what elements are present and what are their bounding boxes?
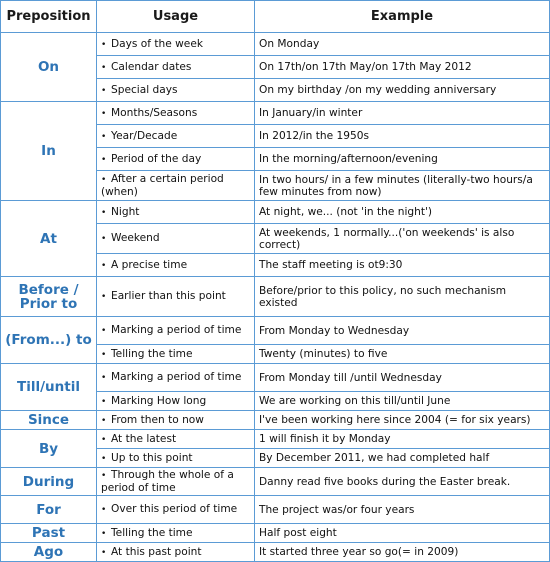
- bullet-icon: •: [101, 108, 107, 119]
- usage-cell: [97, 364, 255, 392]
- usage-cell: [97, 411, 255, 430]
- usage-text: Over this period of time: [111, 503, 238, 515]
- header-row: [1, 1, 550, 33]
- usage-text: Telling the time: [111, 526, 193, 539]
- usage-cell: [97, 496, 255, 524]
- usage-cell: [97, 543, 255, 562]
- example-cell: Twenty (minutes) to five: [255, 345, 550, 364]
- table-row: [1, 364, 550, 392]
- bullet-icon: •: [101, 396, 107, 407]
- bullet-icon: •: [101, 505, 107, 515]
- usage-text: Year/Decade: [111, 129, 178, 142]
- usage-cell: [97, 392, 255, 411]
- preposition-at: At: [1, 201, 97, 277]
- usage-cell: [97, 277, 255, 317]
- usage-text: Days of the week: [111, 37, 203, 50]
- preposition-since: Since: [1, 411, 97, 430]
- usage-cell: [97, 345, 255, 364]
- usage-cell: [97, 102, 255, 125]
- header-preposition: Preposition: [1, 1, 97, 33]
- usage-text: At this past point: [111, 545, 202, 558]
- example-cell: In 2012/in the 1950s: [255, 125, 550, 148]
- preposition-from-to: (From...) to: [1, 317, 97, 364]
- preposition-in: In: [1, 102, 97, 201]
- usage-text: Calendar dates: [111, 60, 192, 73]
- example-cell: In January/in winter: [255, 102, 550, 125]
- example-cell: At night, we... (not 'in the night'): [255, 201, 550, 224]
- bullet-icon: •: [101, 415, 107, 426]
- example-cell: The project was/or four years: [255, 496, 550, 524]
- example-cell: In two hours/ in a few minutes (literally-two hours/a few minutes from now): [255, 171, 550, 201]
- bullet-icon: •: [101, 154, 107, 165]
- example-cell: From Monday to Wednesday: [255, 317, 550, 345]
- usage-cell: [97, 449, 255, 468]
- bullet-icon: •: [101, 62, 107, 73]
- bullet-icon: •: [101, 292, 107, 302]
- example-cell: At weekends, 1 normally...('on weekends' is also correct): [255, 224, 550, 254]
- bullet-icon: •: [101, 39, 107, 50]
- usage-text: Marking a period of time: [111, 371, 242, 383]
- usage-text: At the latest: [111, 432, 177, 445]
- example-cell: By December 2011, we had completed half: [255, 449, 550, 468]
- usage-text: Special days: [111, 83, 178, 96]
- bullet-icon: •: [101, 453, 107, 464]
- preposition-for: For: [1, 496, 97, 524]
- bullet-icon: •: [101, 260, 107, 271]
- preposition-before-prior-to: Before / Prior to: [1, 277, 97, 317]
- table-row: [1, 33, 550, 56]
- usage-cell: [97, 224, 255, 254]
- preposition-by: By: [1, 430, 97, 468]
- usage-text: Up to this point: [111, 451, 193, 464]
- table-row: [1, 468, 550, 496]
- example-cell: From Monday till /until Wednesday: [255, 364, 550, 392]
- usage-cell: [97, 56, 255, 79]
- usage-cell: [97, 33, 255, 56]
- table-row: [1, 543, 550, 562]
- example-cell: Half post eight: [255, 524, 550, 543]
- usage-text: Period of the day: [111, 152, 202, 165]
- bullet-icon: •: [101, 207, 107, 218]
- table-row: [1, 430, 550, 449]
- usage-cell: [97, 148, 255, 171]
- usage-text: Marking How long: [111, 394, 207, 407]
- bullet-icon: •: [101, 471, 107, 481]
- header-example: Example: [255, 1, 550, 33]
- preposition-till-until: Till/until: [1, 364, 97, 411]
- usage-text: Marking a period of time: [111, 324, 242, 336]
- bullet-icon: •: [101, 175, 107, 185]
- usage-text: Earlier than this point: [111, 290, 226, 302]
- usage-cell: [97, 468, 255, 496]
- bullet-icon: •: [101, 349, 107, 360]
- table-row: [1, 411, 550, 430]
- usage-text: Months/Seasons: [111, 106, 198, 119]
- usage-cell: [97, 430, 255, 449]
- example-cell: On my birthday /on my wedding anniversary: [255, 79, 550, 102]
- bullet-icon: •: [101, 373, 107, 383]
- usage-text: Night: [111, 205, 140, 218]
- usage-cell: [97, 171, 255, 201]
- example-cell: The staff meeting is ot9:30: [255, 254, 550, 277]
- bullet-icon: •: [101, 547, 107, 558]
- table-row: [1, 496, 550, 524]
- table-row: [1, 102, 550, 125]
- usage-text: Telling the time: [111, 347, 193, 360]
- bullet-icon: •: [101, 434, 107, 445]
- usage-cell: [97, 317, 255, 345]
- bullet-icon: •: [101, 131, 107, 142]
- preposition-during: During: [1, 468, 97, 496]
- usage-cell: [97, 201, 255, 224]
- preposition-past: Past: [1, 524, 97, 543]
- example-cell: In the morning/afternoon/evening: [255, 148, 550, 171]
- table-row: [1, 201, 550, 224]
- example-cell: Before/prior to this policy, no such mechanism existed: [255, 277, 550, 317]
- usage-text: A precise time: [111, 258, 188, 271]
- bullet-icon: •: [101, 326, 107, 336]
- usage-cell: [97, 254, 255, 277]
- example-cell: Danny read five books during the Easter break.: [255, 468, 550, 496]
- table-row: [1, 277, 550, 317]
- table-row: [1, 317, 550, 345]
- usage-text: After a certain period (when): [101, 173, 224, 198]
- example-cell: 1 will finish it by Monday: [255, 430, 550, 449]
- bullet-icon: •: [101, 528, 107, 539]
- bullet-icon: •: [101, 85, 107, 96]
- usage-text: Through the whole of a period of time: [101, 469, 234, 494]
- usage-cell: [97, 125, 255, 148]
- example-cell: We are working on this till/until June: [255, 392, 550, 411]
- header-usage: Usage: [97, 1, 255, 33]
- usage-cell: [97, 79, 255, 102]
- preposition-ago: Ago: [1, 543, 97, 562]
- example-cell: I've been working here since 2004 (= for six years): [255, 411, 550, 430]
- example-cell: On Monday: [255, 33, 550, 56]
- usage-text: Weekend: [111, 232, 160, 244]
- bullet-icon: •: [101, 234, 107, 244]
- preposition-on: On: [1, 33, 97, 102]
- usage-text: From then to now: [111, 413, 204, 426]
- example-cell: On 17th/on 17th May/on 17th May 2012: [255, 56, 550, 79]
- example-cell: It started three year so go(= in 2009): [255, 543, 550, 562]
